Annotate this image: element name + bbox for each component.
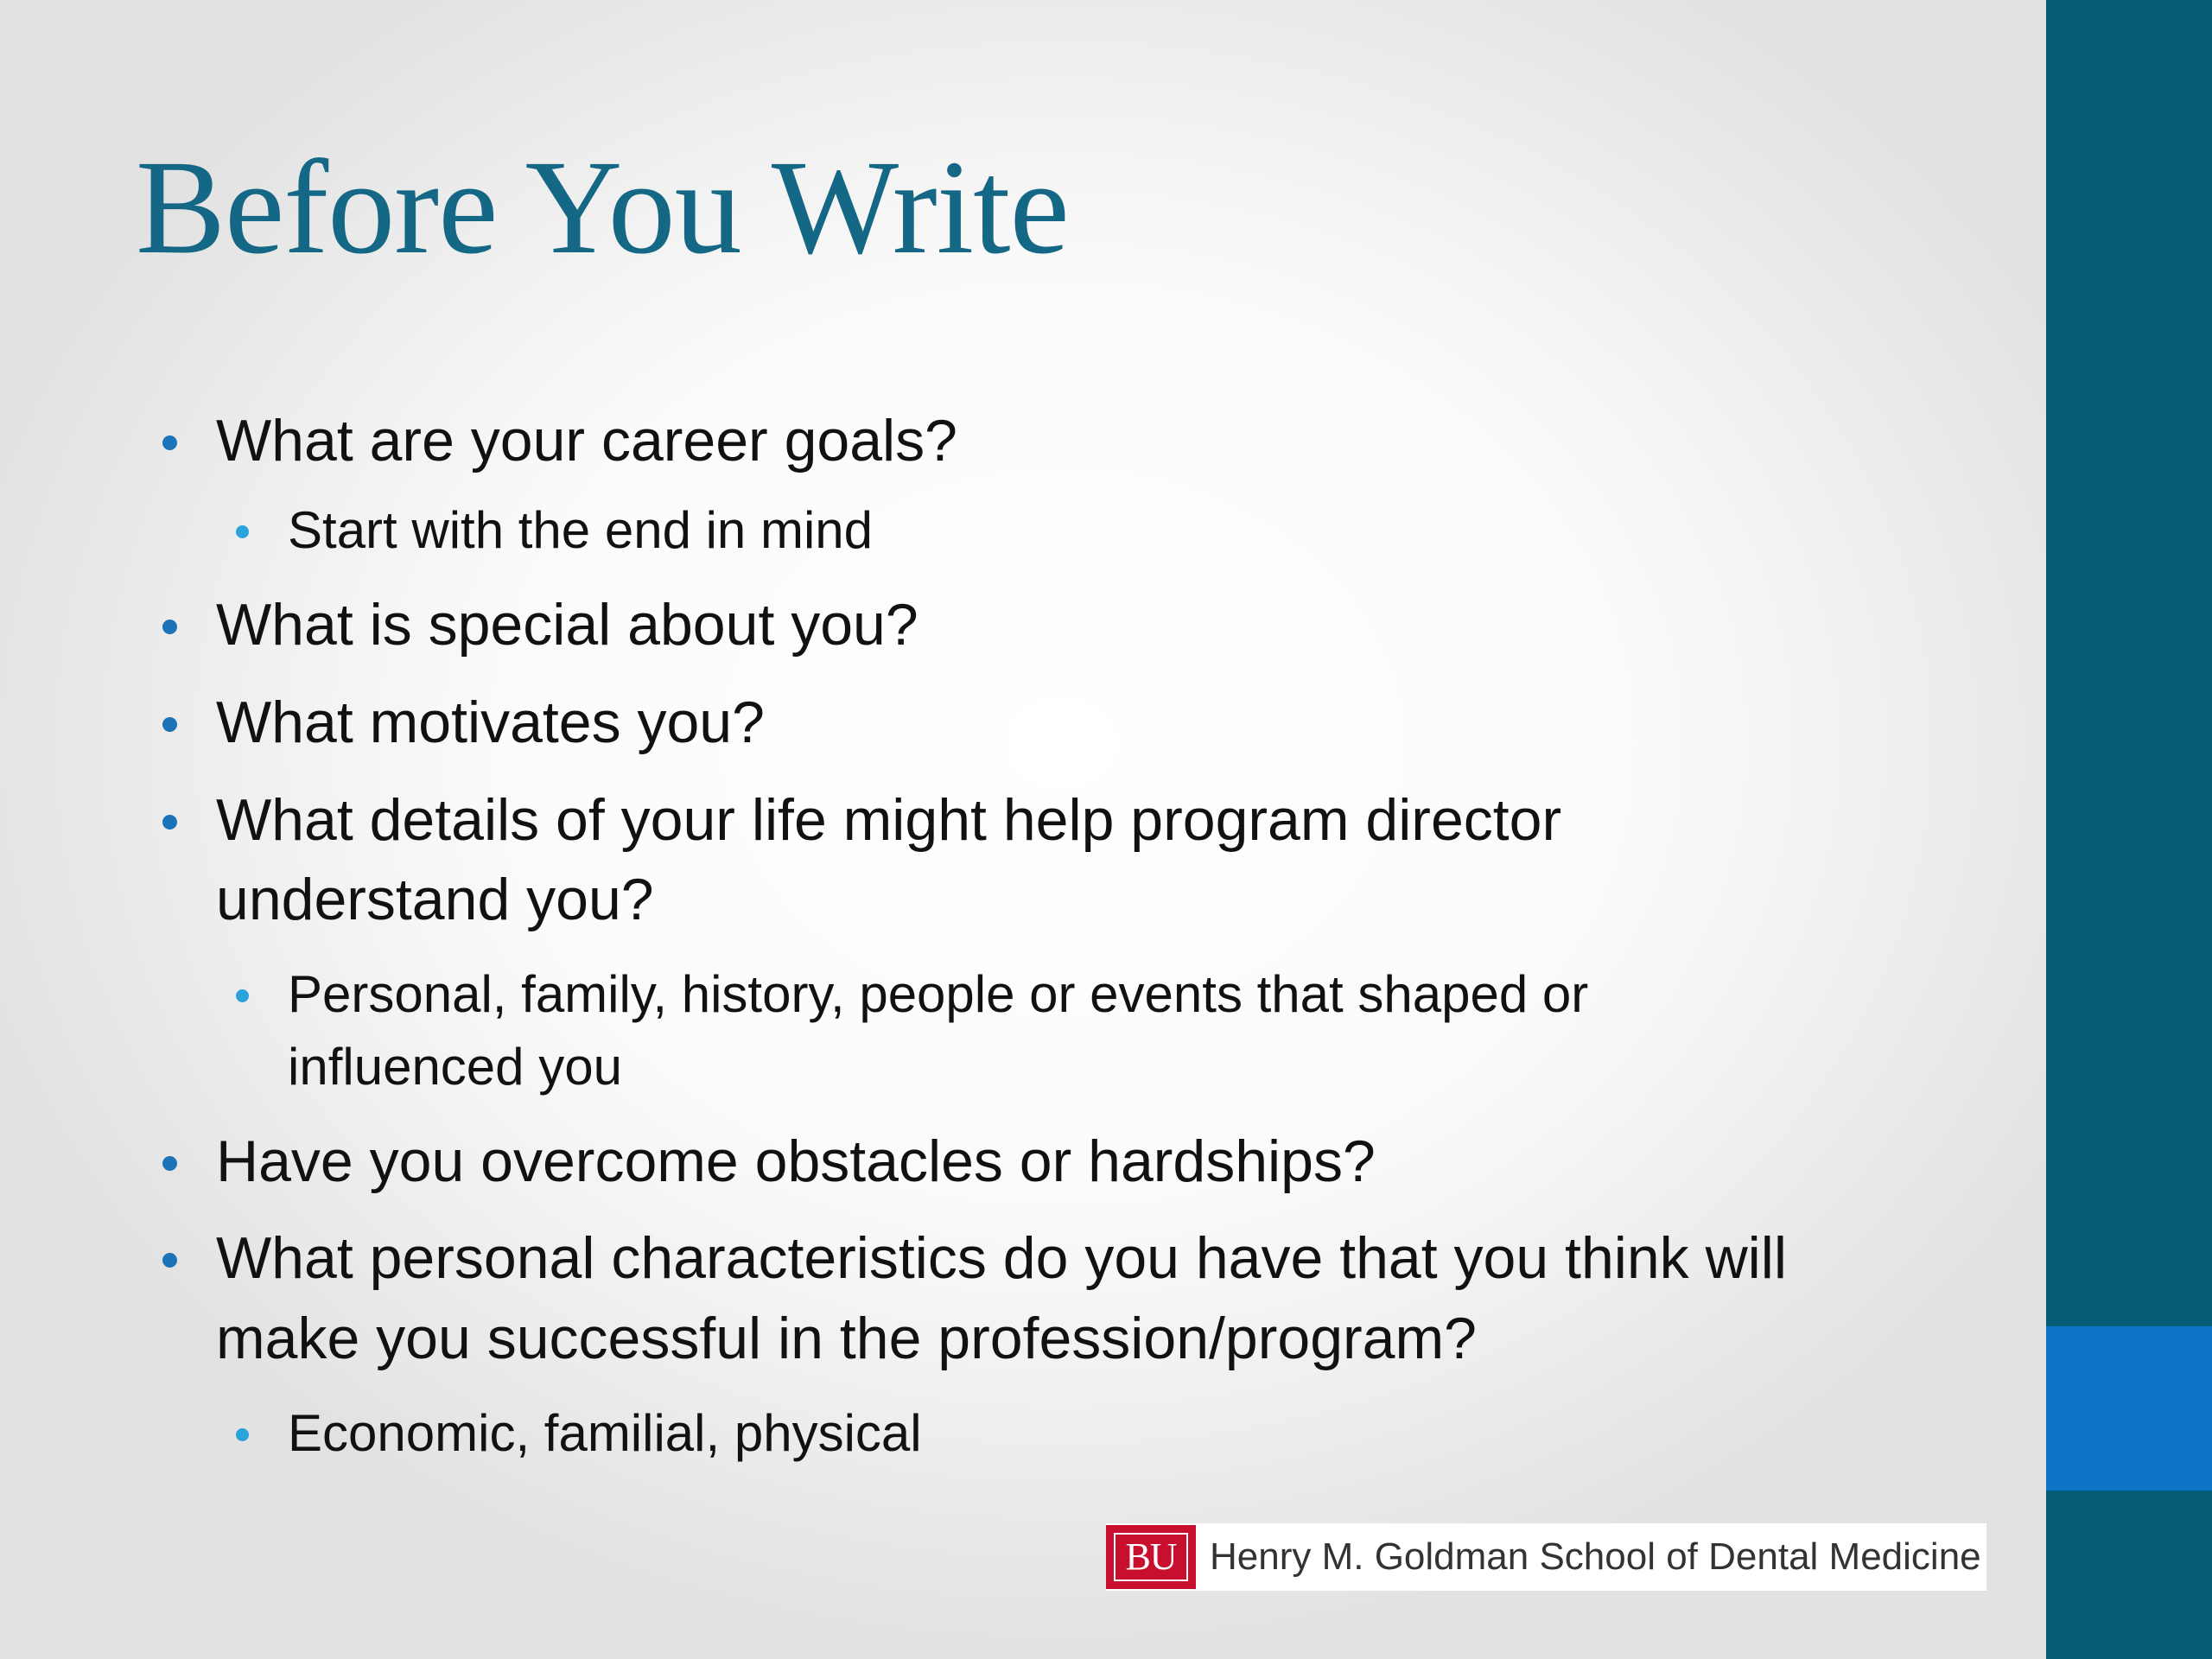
bullet-text-line-2: make you successful in the profession/program? xyxy=(216,1306,1477,1371)
school-name: Henry M. Goldman School of Dental Medicine xyxy=(1210,1535,1981,1578)
sub-bullet-item xyxy=(288,958,1588,1031)
bullet-text-line-2: understand you? xyxy=(216,867,654,932)
bullet-dot xyxy=(162,717,177,732)
sub-bullet-item xyxy=(288,1397,922,1470)
bu-logo-mark xyxy=(1106,1525,1196,1589)
bu-logo-text: BU xyxy=(1125,1535,1177,1578)
bullet-text: What motivates you? xyxy=(216,690,765,755)
bullet-item xyxy=(216,584,918,665)
bullet-item xyxy=(216,400,957,481)
bullet-dot xyxy=(162,435,177,450)
sub-bullet-item xyxy=(288,494,873,567)
sub-bullet-dot xyxy=(236,989,249,1002)
slide-title: Before You Write xyxy=(136,132,1069,282)
bullet-dot xyxy=(162,620,177,634)
bullet-item xyxy=(216,779,1561,861)
sub-bullet-dot xyxy=(236,1428,249,1441)
bullet-dot xyxy=(162,815,177,830)
sub-bullet-text-line-1: Personal, family, history, people or events that shaped or xyxy=(288,965,1589,1023)
bullet-text-line-1: What personal characteristics do you have that you think will xyxy=(216,1225,1788,1291)
sub-bullet-text: Economic, familial, physical xyxy=(288,1404,922,1462)
sub-bullet-text: Start with the end in mind xyxy=(288,501,874,559)
sub-bullet-dot xyxy=(236,525,249,538)
bullet-item xyxy=(216,682,765,763)
bullet-text: What is special about you? xyxy=(216,592,918,658)
bullet-dot xyxy=(162,1156,177,1171)
sub-bullet-text-line-2: influenced you xyxy=(288,1038,622,1096)
bullet-text: What are your career goals? xyxy=(216,408,957,474)
bullet-item xyxy=(216,1121,1376,1202)
sub-bullet-continuation xyxy=(288,1031,622,1103)
side-accent-block xyxy=(2046,1326,2212,1491)
bullet-text-line-1: What details of your life might help program director xyxy=(216,787,1562,853)
bullet-continuation xyxy=(216,859,654,940)
bullet-item xyxy=(216,1217,1787,1299)
school-logo xyxy=(1106,1523,1986,1591)
bullet-continuation xyxy=(216,1298,1477,1379)
bullet-dot xyxy=(162,1253,177,1268)
bullet-text: Have you overcome obstacles or hardships? xyxy=(216,1128,1376,1194)
